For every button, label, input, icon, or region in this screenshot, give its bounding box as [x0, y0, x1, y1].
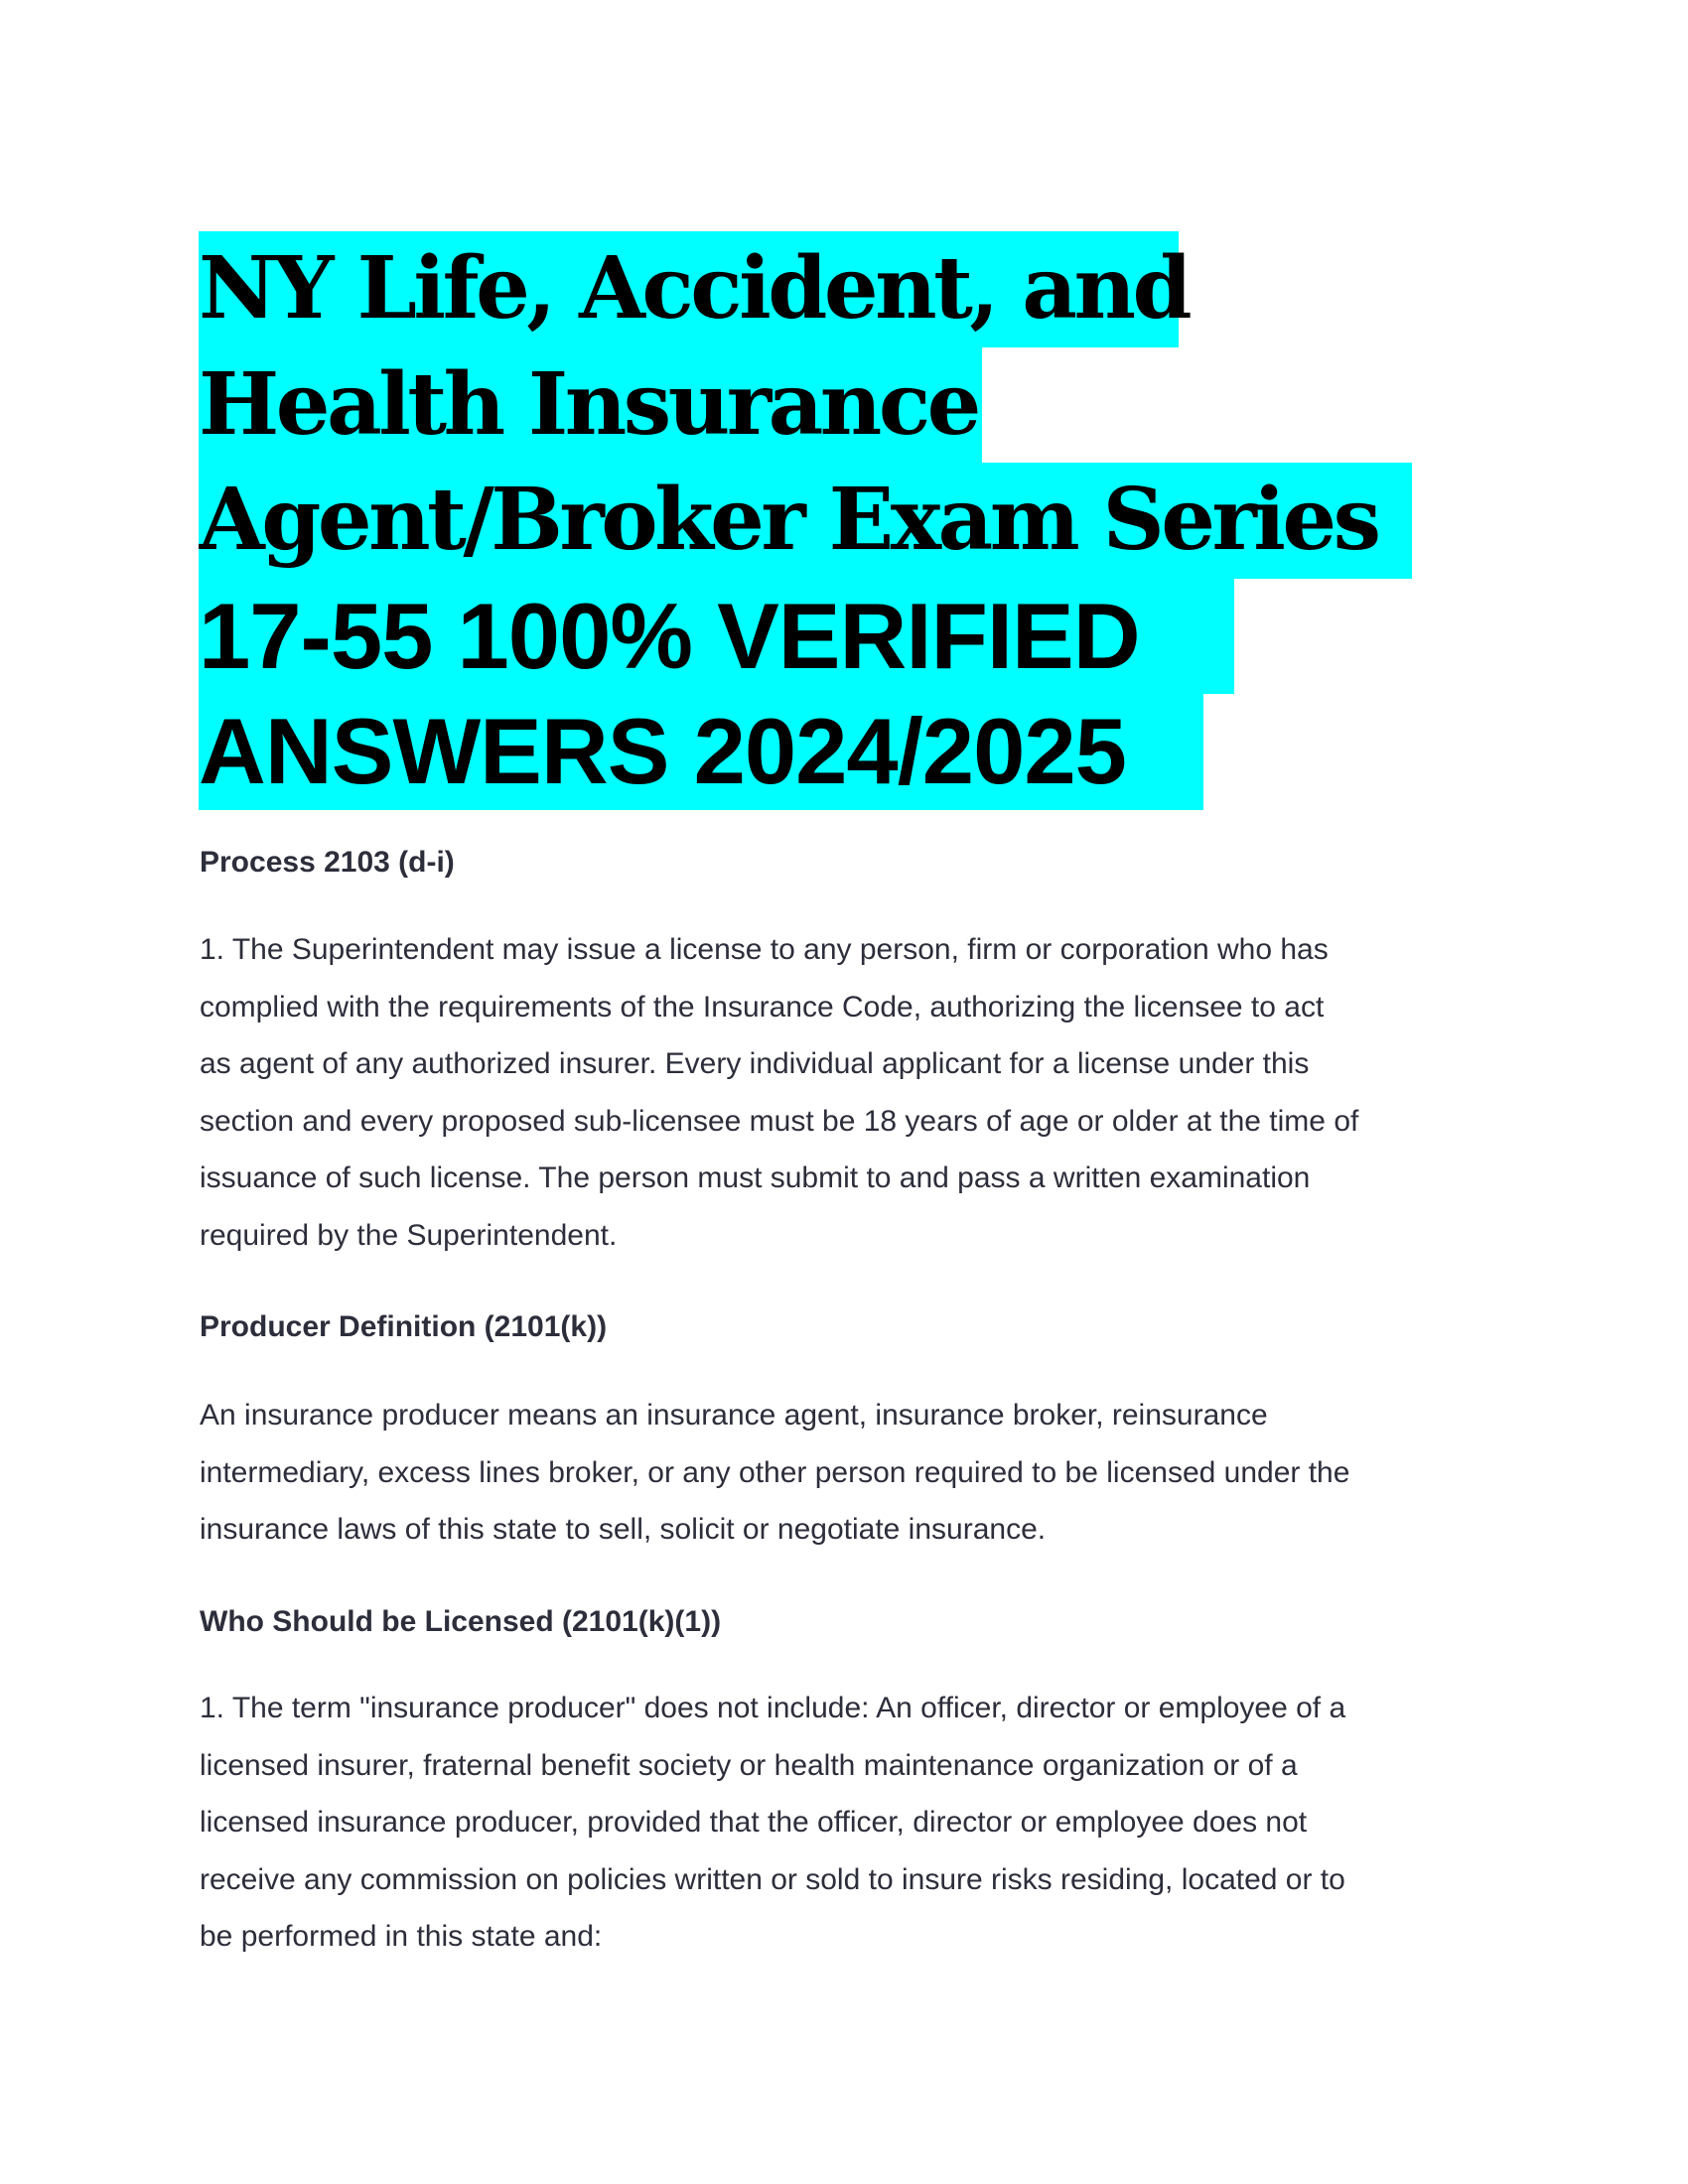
body-line: complied with the requirements of the Insurance Code, authorizing the licensee to act — [200, 990, 1325, 1024]
body-line: insurance laws of this state to sell, solicit or negotiate insurance. — [200, 1513, 1047, 1546]
body-line: be performed in this state and: — [200, 1920, 603, 1953]
document-title — [199, 231, 1412, 810]
section-heading-who-should-be-licensed: Who Should be Licensed (2101(k)(1)) — [200, 1605, 722, 1638]
body-line: as agent of any authorized insurer. Every individual applicant for a license under this — [200, 1047, 1310, 1080]
body-line: licensed insurance producer, provided that the officer, director or employee does not — [200, 1806, 1308, 1839]
title-line: 17-55 100% VERIFIED — [199, 579, 1412, 695]
body-line: receive any commission on policies written or sold to insure risks residing, located or to — [200, 1862, 1345, 1896]
body-line: 1. The Superintendent may issue a license to any person, firm or corporation who has — [200, 933, 1329, 966]
section-body-producer-definition — [200, 1387, 1510, 1559]
title-line: Agent/Broker Exam Series — [199, 463, 1412, 579]
body-line: 1. The term "insurance producer" does not include: An officer, director or employee of a — [200, 1692, 1346, 1724]
body-line: licensed insurer, fraternal benefit society or health maintenance organization or of a — [200, 1748, 1298, 1782]
title-line: NY Life, Accident, and — [199, 231, 1412, 347]
body-line: intermediary, excess lines broker, or any other person required to be licensed under the — [200, 1455, 1350, 1489]
title-line: Health Insurance — [199, 347, 1412, 464]
body-line: section and every proposed sub-licensee must be 18 years of age or older at the time of — [200, 1104, 1359, 1138]
section-heading-process: Process 2103 (d-i) — [200, 846, 455, 879]
body-line: An insurance producer means an insurance agent, insurance broker, reinsurance — [200, 1399, 1268, 1432]
body-line: required by the Superintendent. — [200, 1218, 618, 1252]
section-body-who-should-be-licensed — [200, 1680, 1510, 1966]
section-heading-producer-definition: Producer Definition (2101(k)) — [200, 1310, 608, 1343]
section-body-process — [200, 921, 1510, 1264]
body-line: issuance of such license. The person must submit to and pass a written examination — [200, 1161, 1311, 1194]
title-line: ANSWERS 2024/2025 — [199, 694, 1412, 810]
